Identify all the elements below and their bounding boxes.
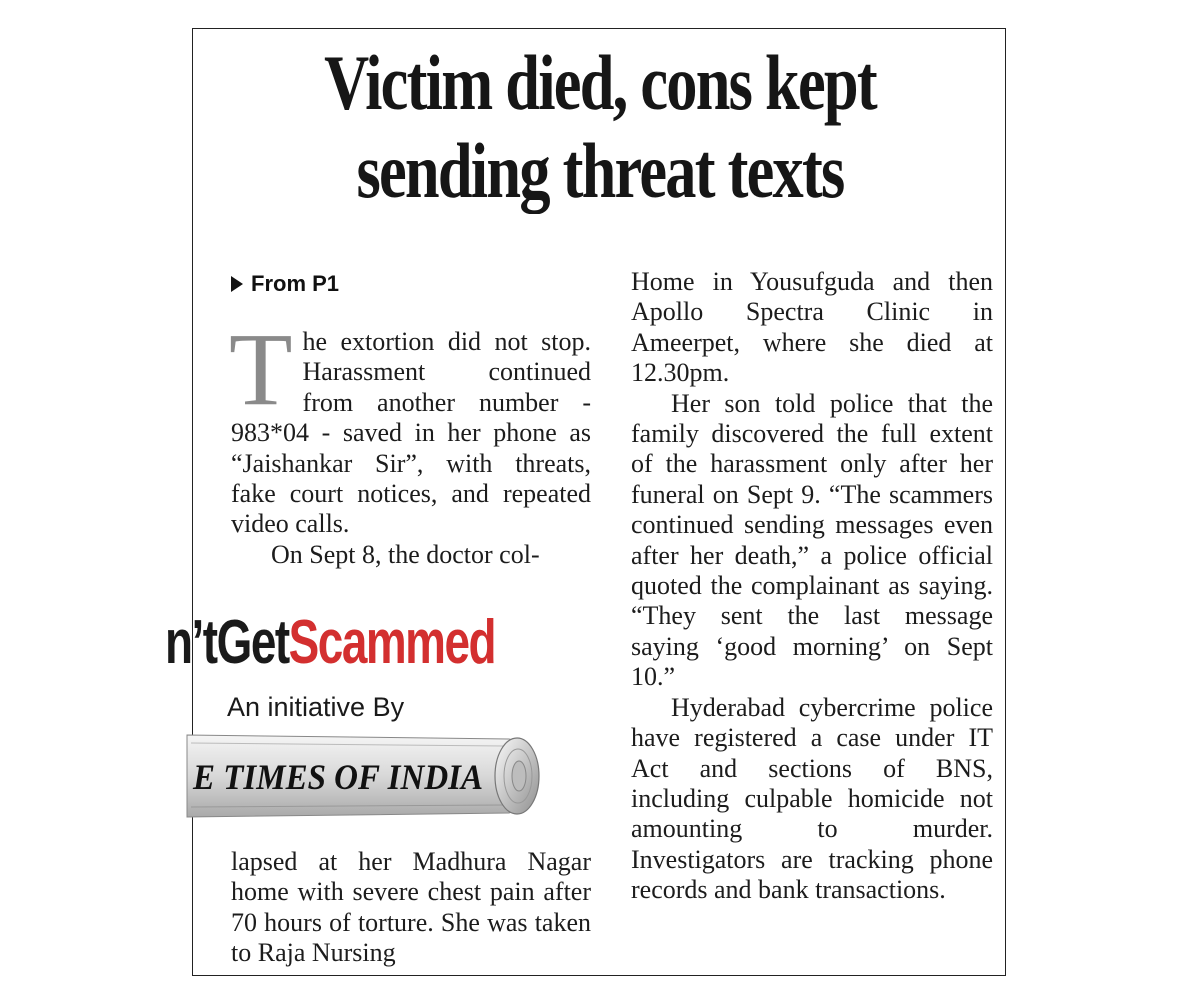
paper-name: E TIMES OF INDIA xyxy=(192,757,483,797)
left-column-continuation: lapsed at her Madhura Nagar home with severe chest pain after 70 hours of torture. She was taken to Raja Nursing xyxy=(231,847,591,968)
newspaper-clipping xyxy=(165,28,1006,976)
lead-paragraphs xyxy=(229,312,591,570)
promo-initiative-label: An initiative By xyxy=(227,692,405,722)
headline-line-1: Victim died, cons kept xyxy=(324,39,876,126)
headline-line-2: sending threat texts xyxy=(356,127,844,214)
lead-paragraph-2: On Sept 8, the doctor col- xyxy=(271,539,540,569)
right-paragraph-2: Her son told police that the family discovered the full extent of the harassment only after her funeral on Sept 9. “The scammers continued sending messages even after her death,” a police official quoted the complainant as saying. “They sent the last message saying ‘good morning’ on Sept 10.” xyxy=(631,388,993,692)
promo-title-red: Scammed xyxy=(288,608,496,677)
play-arrow-icon xyxy=(231,276,243,292)
drop-cap: T xyxy=(229,312,293,427)
promo-title xyxy=(165,608,496,677)
lead-paragraph-1-text: he extortion did not stop. Harassment continued from another number - 983*04 - saved in her phone as “Jaishankar Sir”, with threats, fake court notices, and repeated video calls. xyxy=(231,327,591,539)
lead-paragraph-1 xyxy=(229,312,591,540)
promo-title-dark: n’tGet xyxy=(165,608,289,677)
continued-from-tag xyxy=(231,270,339,298)
right-paragraph-1: Home in Yousufguda and then Apollo Spectra Clinic in Ameerpet, where she died at 12.30pm. xyxy=(631,267,993,388)
headline xyxy=(274,39,925,215)
right-column xyxy=(631,267,993,906)
from-tag-label: From P1 xyxy=(251,271,340,296)
rolled-newspaper-logo xyxy=(187,729,551,821)
right-paragraph-3: Hyderabad cybercrime police have registered a case under IT Act and sections of BNS, including culpable homicide not amounting to murder. Investigators are tracking phone records and bank transactions. xyxy=(631,692,993,905)
dont-get-scammed-promo xyxy=(165,608,603,851)
